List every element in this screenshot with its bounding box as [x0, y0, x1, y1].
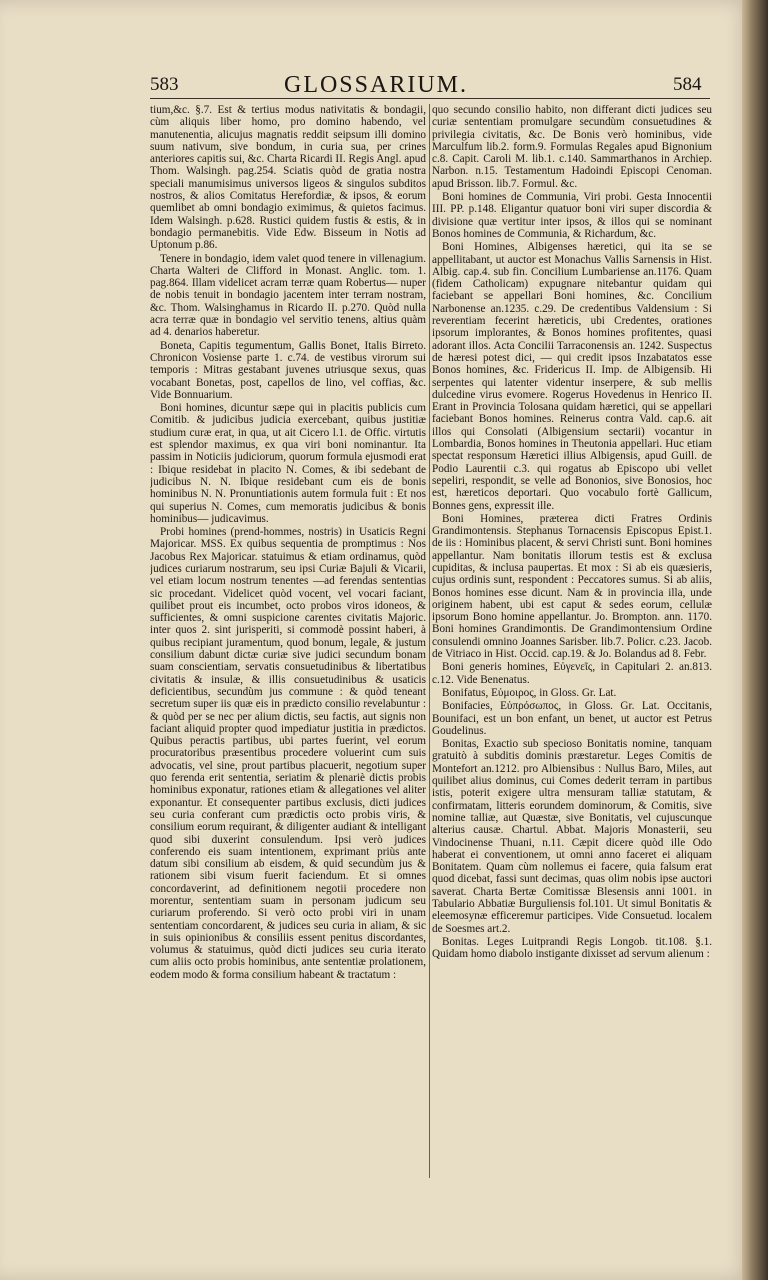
page-number-right: 584	[673, 74, 702, 95]
header-rule	[150, 98, 710, 99]
entry: Bonitas. Leges Luitprandi Regis Longob. tit.108. §.1. Quidam homo diabolo instigante dixisset ad servum alienum :	[432, 935, 712, 961]
left-column	[150, 104, 426, 1184]
book-spine	[742, 0, 768, 1280]
entry: Boni Homines, Albigenses hæretici, qui ita se se appellitabant, ut auctor est Monachus Vallis Sarnensis in Hist. Albig. cap.4. sub fin. Concilium Lumbariense an.1176. Quam (fidem Catholicam) expugnare nitebantur quidam qui faciebant se appellari Boni homines, &c. Concilium Narbonense an.1235. c.29. De credentibus Valdensium : Si reverentiam fecerint hæreticis, ubi Credentes, orationes ipsorum implorantes, & Bonos homines profitentes, quasi adorant illos. Acta Concilii Tarraconensis an. 1242. Suspectus de hæresi potest dici, — qui credit ipsos Inzabatatos esse Bonos homines, &c. Fridericus II. Imp. de Albigensib. Hi serpentes qui latenter videntur inserpere, & sub mellis dulcedine virus evomere. Rogerus Hovedenus in Henrico II. Erant in Provincia Tolosana quidam hæretici, qui se appellari faciebant Bonos homines. Reinerus contra Vald. cap.6. ait illos qui Consolati (Albigensium sectarii) vocantur in Lombardia, Bonos homines in Theutonia appellari. Huc etiam spectat responsum Hæretici illius Albigensis, apud Guill. de Podio Laurentii c.3. qui rogatus ab Episcopo ubi vellet sepeliri, respondit, se velle ad Bononios, sive Bonosios, hoc est, hæreticos deportari. Quo vocabulo fortè Gallicum, Bonnes gens, expressit ille.	[432, 241, 712, 512]
column-divider	[429, 104, 430, 1178]
entry: tium,&c. §.7. Est & tertius modus nativitatis & bondagii, cùm aliquis liber homo, pro domino habendo, vel manutenentia, alicujus magnatis reddit seipsum illi domino suum nativum, sive bondum, in curia sua, per crines anteriores capitis sui, &c. Charta Ricardi II. Regis Angl. apud Thom. Walsingh. pag.254. Sciatis quòd de gratia nostra speciali manumisimus universos ligeos & singulos subditos nostros, & alios Comitatus Herefordiæ, & ipsos, & eorum quemlibet ab omni bondagio eximimus, & quietos facimus. Idem Walsingh. p.628. Rustici quidem fustis & estis, & in bondagio permanebitis. Vide Edw. Bisseum in Notis ad Uptonum p.86.	[150, 104, 426, 252]
entry: Boni generis homines, Εὐγενεῖς, in Capitulari 2. an.813. c.12. Vide Benenatus.	[432, 661, 712, 686]
entry: Boni homines, dicuntur sæpe qui in placitis publicis cum Comitib. & judicibus judicia exercebant, quibus justitiæ studium curæ erat, in qua, ut ait Cicero l.1. de Offic. virtutis est splendor maximus, ex qua viri boni nominantur. Ita passim in Noticiis judiciorum, quorum formula ejusmodi erat : Ibique residebat in placito N. Comes, & ibi sedebant de judicibus N. N. Ibique residebant cum eis de bonis hominibus N. N. Pronuntiationis autem formula fuit : Et nos qui superius N. Comes, cum memoratis judicibus & bonis hominibus— judicavimus.	[150, 402, 426, 525]
entry: Boni homines de Communia, Viri probi. Gesta Innocentii III. PP. p.148. Eligantur quatuor boni viri super discordia & divisione quæ vertitur inter ipsos, & illos qui se nominant Bonos homines de Communia, & Richardum, &c.	[432, 191, 712, 240]
entry: Bonifatus, Εὐμοιρος, in Gloss. Gr. Lat.	[442, 686, 617, 699]
entry: Tenere in bondagio, idem valet quod tenere in villenagium. Charta Walteri de Clifford in Monast. Anglic. tom. 1. pag.864. Illam videlicet acram terræ quam Robertus— nuper de nobis tenuit in bondagio jacentem inter terram nostram, &c. Thom. Walsinghamus in Ricardo II. p.270. Quòd nulla acra terræ quæ in bondagio vel servitio tenens, altius quàm ad 4. denarios haberetur.	[150, 252, 426, 339]
right-column	[432, 104, 712, 1184]
entry: Probi homines (prend-hommes, nostris) in Usaticis Regni Majoricar. MSS. Ex quibus sequentia de promptimus : Nos Jacobus Rex Majoricar. statuimus & etiam ordinamus, quòd judices curiarum nostrarum, seu ipsi Curiæ Bajuli & Vicarii, vel etiam locum nostrum tenentes —ad ferendas sententias sic procedant. Videlicet quòd vocent, vel vocari faciant, quilibet prout eis incumbet, octo probos viros idoneos, & sufficientes, & omni suspicione carentes civitatis Majoric. inter quos 2. sint jurisperiti, si commodè possint haberi, à quibus recipiant juramentum, quod bonum, legale, & justum consilium dabunt dictæ curiæ sive judici secundum bonam suam conscientiam, servatis consuetudinibus & libertatibus civitatis & insulæ, & illis consuetudinibus & usaticis deficientibus, secundùm jus commune : & quòd teneant secretum super iis quæ eis in prædicto consilio revelabuntur : & quòd per se nec per alium dictis, seu factis, aut signis non faciant aliquid propter quod impediatur justitia in prædictos. Quibus peractis partibus, ubi partes fuerint, vel eorum procuratoribus præsentibus procedere voluerint cum suis advocatis, vel sine, prout partibus placuerit, negotium super quo ferenda erit sententia, seriatim & plenariè dictis probis hominibus exponatur, rationes etiam & allegationes vel aliter exponantur. Et consequenter partibus exclusis, dicti judices seu curia conferant cum prædictis octo probis viris, & consilium eorum requirant, & diligenter audiant & intelligant quod sibi duxerint consulendum. Ipsi verò judices conferendo eis suam intentionem, exprimant priùs ante datum sibi consilium ab eisdem, & quid secundùm jus & rationem sibi visum fuerit faciendum. Et si omnes concordaverint, ad definitionem negotii procedere non morentur, sententiam suam in personam judicum seu curiarum proferendo. Si verò octo probi viri in unam sententiam concordarent, & judices seu curia in aliam, & sic in suis opinionibus & consiliis essent penitus discordantes, volumus & statuimus, quòd dicti judices seu curia iterato cum aliis octo probis hominibus, ante sententiæ prolationem, eodem modo & forma consilium habeant & tractatum :	[150, 526, 426, 981]
entry: Bonifacies, Εὐπρόσωπος, in Gloss. Gr. Lat. Occitanis, Bounifaci, est un bon enfant, un benet, ut auctor est Petrus Goudelinus.	[432, 700, 712, 737]
page-number-left: 583	[150, 74, 179, 95]
entry: Boneta, Capitis tegumentum, Gallis Bonet, Italis Birreto. Chronicon Vosiense parte 1. c.74. de vestibus virorum sui temporis : Mitras gestabant juvenes utriusque sexus, quas vocabant Bonetas, post, capellos de lino, vel coffias, &c. Vide Bonnuarium.	[150, 339, 426, 401]
entry: quo secundo consilio habito, non differant dicti judices seu curiæ sententiam promulgare secundùm consuetudines & privilegia civitatis, &c. De Bonis verò hominibus, vide Marculfum lib.2. form.9. Formulas Regales apud Bignonium c.8. Capit. Caroli M. lib.1. c.140. Sammarthanos in Archiep. Narbon. n.15. Testamentum Hadoindi Episcopi Cenoman. apud Brisson. lib.7. Formul. &c.	[432, 104, 712, 190]
entry: Bonitas, Exactio sub specioso Bonitatis nomine, tanquam gratuitò à subditis dominis præstaretur. Leges Comitis de Montefort an.1212. pro Albiensibus : Nullus Baro, Miles, aut quilibet alius dominus, cui Comes dederit terram in partibus istis, poterit exigere ultra mensuram talliæ statutam, & confirmatam, litteris eorundem dominorum, & Comitis, sive nomine talliæ, aut Quæstæ, sive Bonitatis, vel cujuscunque alterius causæ. Chartul. Abbat. Majoris Monasterii, seu Vindocinense Thuani, n.11. Cæpit dicere quòd ille Odo haberat ei conventionem, ut omni anno faceret ei aliquam Bonitatem. Quam cùm nollemus ei facere, quia falsum erat quod dicebat, fassi sunt decimas, quas olim nobis ipse auctori saverat. Charta Bertæ Comitissæ Blesensis anni 1001. in Tabulario Abbatiæ Burguliensis fol.101. Ut simul Bonitatis & eleemosynæ efficeremur participes. Vide Consuetud. localem de Soesmes art.2.	[432, 738, 712, 935]
page-title: GLOSSARIUM.	[283, 72, 469, 98]
entry: Boni Homines, præterea dicti Fratres Ordinis Grandimontensis. Stephanus Tornacensis Episcopus Epist.1. de iis : Hominibus placent, & servi Christi sunt. Boni homines appellantur. Nam bonitatis illorum testis est & exclusa cupiditas, & inclusa paupertas. Et mox : Si ab eis quæsieris, cujus ordinis sunt, respondent : Peccatores sumus. Si ab aliis, Bonos homines esse dicunt. Nam & in provincia illa, unde originem habent, ubi est caput & sedes eorum, cellulæ ipsorum Bono homine appellantur. Jo. Brompton. ann. 1170. Boni homines Grandimontis. De Grandimontensium Ordine consulendi omnino Joannes Sarisber. lib.7. Policr. c.23. Jacob. de Vitriaco in Hist. Occid. cap.19. & Jo. Bolandus ad 8. Febr.	[432, 512, 712, 661]
